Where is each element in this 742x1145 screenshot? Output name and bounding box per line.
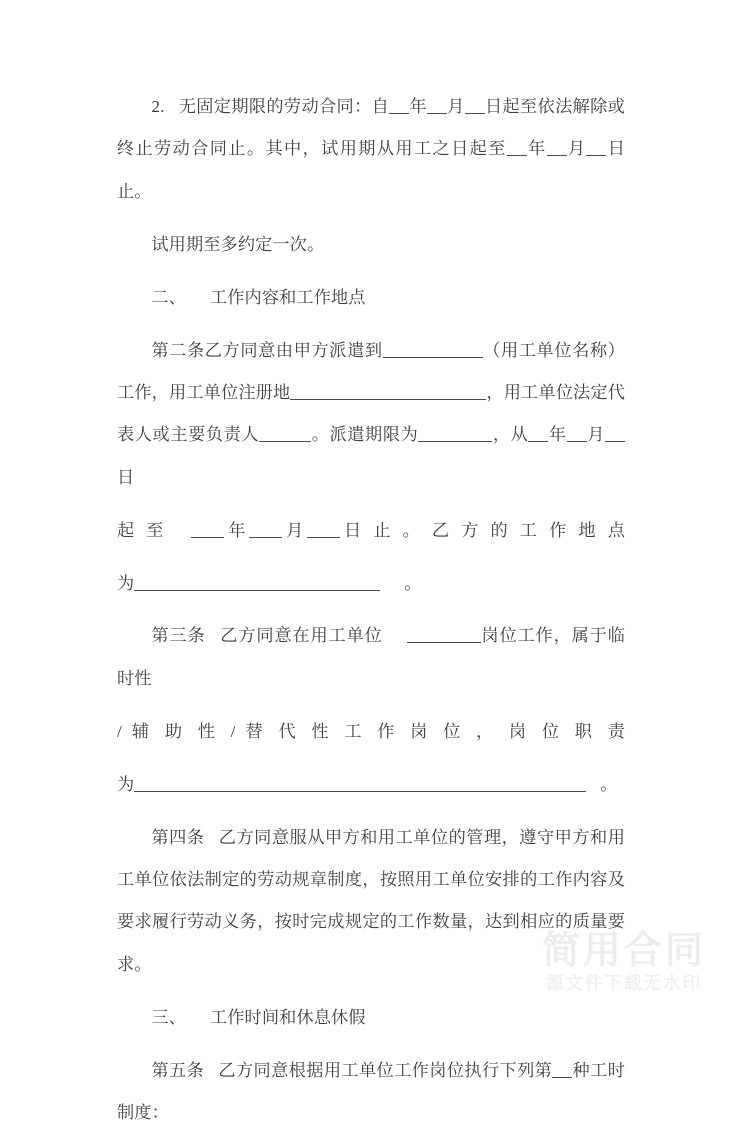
article-two-text-3: ，用工单位法定代表人或主要负责人 (117, 382, 625, 445)
paragraph-probation-note (117, 224, 625, 266)
paragraph-article-two-workplace (117, 563, 625, 605)
blank-start-month[interactable] (567, 424, 587, 442)
article-three-text-1: 乙方同意在用工单位 (219, 626, 383, 646)
article-three-text-4: 为 (117, 774, 135, 794)
article-two-text-1: 乙方同意由甲方派遣到 (204, 340, 383, 360)
blank-employer-address[interactable] (290, 382, 486, 400)
article-five-text-2: 种工时制度： (117, 1060, 625, 1123)
blank-month-2[interactable] (547, 138, 567, 156)
heading-three-title: 工作时间和休息休假 (209, 1007, 366, 1027)
article-five-label: 第五条 (151, 1060, 205, 1080)
watermark-main-text: 简用合同 (541, 928, 706, 973)
paragraph-article-three-cont (117, 711, 625, 753)
article-two-text-8: 日 (117, 467, 135, 487)
heading-section-three (117, 997, 625, 1039)
article-four-label: 第四条 (151, 827, 205, 847)
paragraph-article-three-duties (117, 764, 625, 806)
article-two-text-12: 日 止 。 乙 方 的 工 作 地 点 (340, 520, 625, 540)
item-2-text-1: 无固定期限的劳动合同：自 (178, 97, 390, 116)
blank-start-year[interactable] (528, 424, 548, 442)
blank-work-location[interactable] (134, 572, 380, 590)
article-two-text-6: 年 (548, 425, 567, 445)
blank-employer-name[interactable] (383, 339, 483, 357)
article-two-text-5: ，从 (492, 425, 529, 445)
heading-three-marker: 三、 (151, 1007, 186, 1027)
item-2-text-3: 月 (446, 97, 465, 116)
article-two-text-14: 。 (404, 573, 422, 593)
paragraph-article-four (117, 817, 625, 987)
blank-month-1[interactable] (427, 96, 447, 114)
blank-working-hours-option[interactable] (552, 1059, 572, 1077)
paragraph-article-two (117, 330, 625, 500)
article-two-text-13: 为 (117, 573, 135, 593)
blank-year-2[interactable] (507, 138, 527, 156)
article-five-text-1: 乙方同意根据用工单位工作岗位执行下列第 (218, 1060, 553, 1080)
blank-position-name[interactable] (407, 625, 481, 643)
article-three-label: 第三条 (151, 626, 206, 646)
blank-end-day[interactable] (307, 519, 340, 537)
paragraph-article-five (117, 1050, 625, 1135)
article-two-text-4: 。派遣期限为 (311, 425, 419, 445)
blank-end-month[interactable] (249, 519, 282, 537)
item-2-text-4: 日起至依法解除或终止劳动合同止。其中，试用期从用工之日起至 (117, 97, 625, 159)
article-two-label: 第二条 (151, 340, 205, 360)
article-two-text-2: （用工单位名称）工作，用工单位注册地 (117, 340, 625, 402)
blank-position-duties[interactable] (134, 774, 586, 792)
item-2-text-7: 日止。 (117, 139, 625, 201)
article-two-text-9: 起 至 (117, 520, 168, 540)
blank-dispatch-term[interactable] (418, 424, 492, 442)
article-three-text-5: 。 (600, 774, 618, 794)
blank-day-1[interactable] (465, 96, 485, 114)
probation-note-text: 试用期至多约定一次。 (151, 234, 325, 254)
item-2-text-6: 月 (566, 139, 587, 159)
blank-legal-representative[interactable] (259, 424, 311, 442)
paragraph-article-two-cont (117, 510, 625, 552)
item-number: 2. (151, 97, 165, 116)
heading-two-title: 工作内容和工作地点 (209, 287, 366, 307)
article-two-text-7: 月 (586, 425, 605, 445)
item-2-text-2: 年 (409, 97, 427, 116)
article-two-text-10: 年 (224, 520, 250, 540)
blank-start-day[interactable] (605, 424, 625, 442)
article-four-text: 乙方同意服从甲方和用工单位的管理，遵守甲方和用工单位依法制定的劳动规章制度，按照用工单位安排的工作内容及要求履行劳动义务，按时完成规定的工作数量，达到相应的质量要求。 (117, 827, 625, 974)
item-2-text-5: 年 (526, 139, 547, 159)
blank-year-1[interactable] (389, 96, 409, 114)
watermark-sub-text: 源文件下载无水印 (545, 973, 702, 994)
article-two-text-11: 月 (282, 520, 308, 540)
article-three-text-2: 岗位工作，属于临时性 (117, 626, 625, 688)
article-three-text-3: / 辅 助 性 / 替 代 性 工 作 岗 位 ， 岗 位 职 责 (117, 721, 625, 741)
document-body (117, 86, 625, 1145)
blank-day-2[interactable] (586, 138, 606, 156)
blank-end-year[interactable] (191, 519, 224, 537)
heading-two-marker: 二、 (151, 287, 186, 307)
heading-section-two (117, 277, 625, 319)
paragraph-article-three (117, 615, 625, 700)
paragraph-item-2 (117, 86, 625, 213)
